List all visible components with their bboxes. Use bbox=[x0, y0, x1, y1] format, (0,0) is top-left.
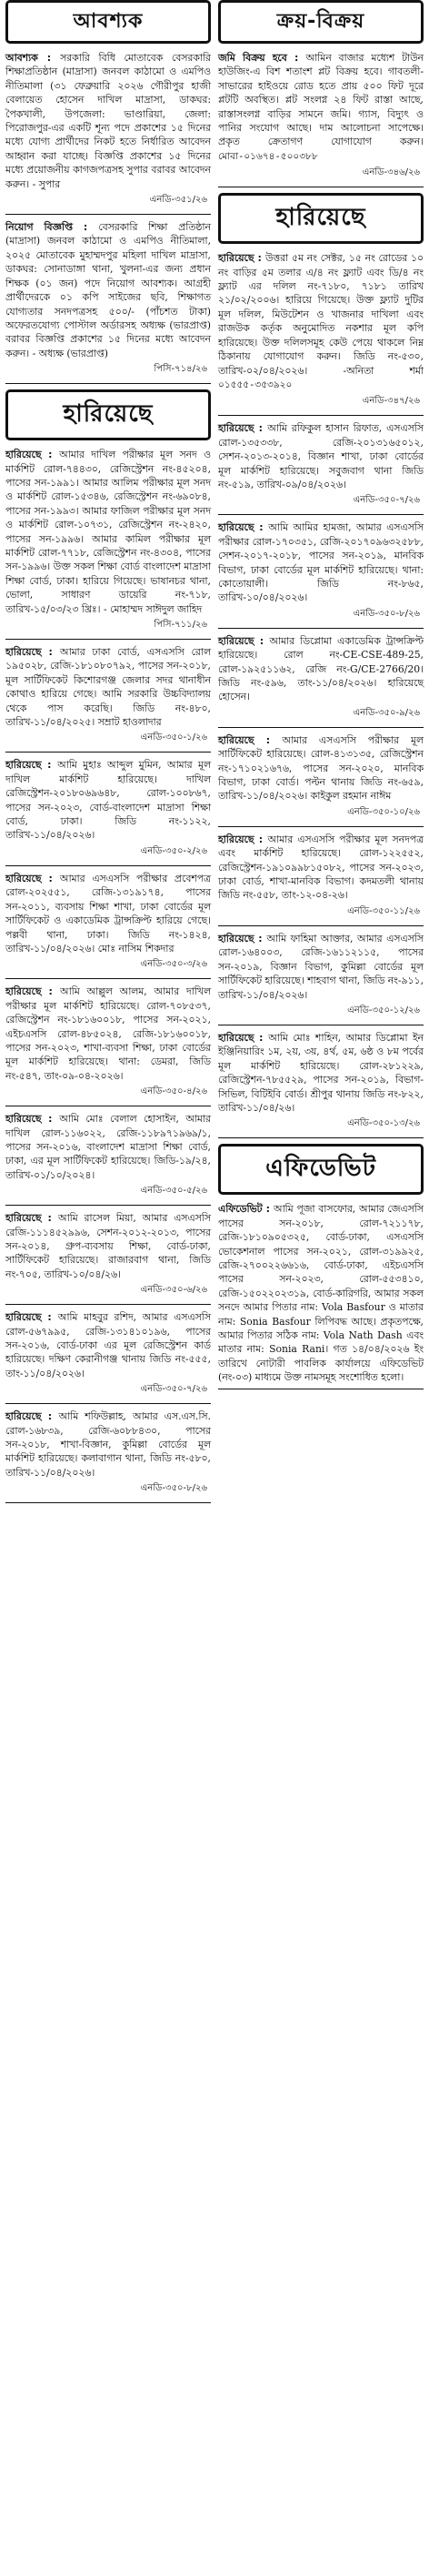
ad-phone: ০১৫৫৫-৩৫৩৯২০ bbox=[218, 379, 293, 390]
ad-body: আমি মাহবুর রশিদ, আমার এসএসসি রোল-৫৬৭৯৯৫, রেজি-১৩১৪১০১৯৬, পাসের সন-২০১৬, বোর্ড-ঢাকা এর মূল রেজিস্ট্রেশন কার্ড হারিয়েছে। দক্ষিণ কেরানীগঞ্জ থানায় জিডি নং-৫৫৫, তাং-১১/০৪/২০২৬। bbox=[5, 1311, 211, 1379]
ad-body: আমি মোঃ শাহিন, আমার ডিপ্লোমা ইন ইঞ্জিনিয়ারিং ১ম, ২য়, ৩য়, ৪র্থ, ৫ম, ৬ষ্ঠ ও ৮ম পর্বের মূল মার্কশিট হারিয়েছে। রোল-২৮১২২৯, রেজিস্ট্রেশন-৭৮৫৫২৯, পাসের সন-২০১৯, বিভাগ-সিভিল, বিটিইবি বোর্ড। শ্রীপুর থানায় জিডি নং-৮২২, তারিখ-১১/০৪/২৬। bbox=[218, 1031, 424, 1114]
classified-ad bbox=[218, 833, 424, 903]
ad-keyword: হারিয়েছে : bbox=[5, 1113, 60, 1126]
ad-code: পিসি-৭১৪/২৬ bbox=[154, 364, 207, 375]
lost-ad bbox=[5, 758, 211, 842]
classified-ad bbox=[218, 733, 424, 803]
ad-body: আমার ঢাকা বোর্ড, এসএসসি রোল ১৯৫০২৮, রেজি-১৮১০৮০৭৯২, পাসের সন-২০১৮, মূল সার্টিফিকেট কিশোরগঞ্জ জেলার সদর থানাধীন কোথাও হারিয়ে গেছে। আমি সরকারি উচ্চবিদ্যালয় থেকে পাস করেছি। জিডি নং-৪৮০, তারিখ-১১/০৪/২০২৫। সম্রাট হাওলাদার bbox=[5, 646, 212, 729]
classified-ad bbox=[218, 634, 424, 704]
ad-divider bbox=[218, 727, 424, 728]
ad-code: এনডি-৩৫০-২/২৬ bbox=[140, 845, 207, 856]
ad-keyword: হারিয়েছে : bbox=[5, 872, 60, 884]
classified-ad bbox=[218, 1031, 424, 1115]
lost-ad bbox=[5, 1112, 211, 1182]
ad-divider bbox=[218, 628, 424, 629]
ad-body: আমি আমির হামজা, আমার এসএসসি পরীক্ষার রোল-১৭০৩৫১, রেজি-২০১৭০৯৬৩২৫৮৮, সেশন-২০১৭-২০১৮, পাসের সন-২০১৯, মানবিক বিভাগ, ঢাকা বোর্ডের মূল মার্কশিট হারিয়েছে। থানা: কোতোয়ালী। জিডি নং-৮৬৫, তারিখ-১০/০৪/২০২৬। bbox=[218, 521, 424, 604]
ad-code: এনডি-৩৫০-১২/২৬ bbox=[347, 1005, 420, 1015]
ad-divider bbox=[5, 865, 211, 866]
ad-code: এনডি-৩৫০-৪/২৬ bbox=[140, 1086, 207, 1097]
classified-ad bbox=[218, 51, 424, 164]
classified-ad bbox=[218, 251, 424, 392]
ad-divider bbox=[218, 925, 424, 926]
ad-keyword: হারিয়েছে : bbox=[5, 449, 60, 461]
ad-keyword: জমি বিক্রয় হবে : bbox=[218, 52, 306, 64]
lost-ad bbox=[5, 1211, 211, 1281]
ad-code: এনডি-৩৫০-১৩/২৬ bbox=[347, 1118, 420, 1129]
ad-code: এনডি-৩৫০-৭/২৬ bbox=[353, 495, 420, 506]
ad-divider bbox=[5, 752, 211, 753]
section-heading-lost-right: হারিয়েছে bbox=[218, 193, 424, 244]
ad-body: আমি মোঃ বেলাল হোসাইন, আমার দাখিল রোল-১১৬০২২, রেজি-১১৮৯৭১৯৬৯/১, পাসের সন-২০১৬, বাংলাদেশ মাদ্রাসা শিক্ষা বোর্ড, ঢাকা, এর মূল সার্টিফিকেট হারিয়েছে। জিডি-১৯/২৪, তারিখ-০১/১০/২০২৪। bbox=[5, 1113, 211, 1181]
classified-ad bbox=[218, 520, 424, 604]
ad-divider bbox=[5, 1304, 211, 1305]
ad-keyword: হারিয়েছে : bbox=[5, 985, 61, 998]
ad-body: আমি রাসেল মিয়া, আমার এসএসসি রেজি-১১১৪৫২৯৯৬, সেশন-২০১২-২০১৩, পাসের সন-২০১৪, গ্রুপ-ব্যবসায় শিক্ষা, বোর্ড-ঢাকা, সার্টিফিকেট হারিয়েছে। রাজারবাগ থানা, জিডি নং-৭০৫, তারিখ-১০/০৪/২৬। bbox=[5, 1212, 212, 1280]
ad-body: উত্তরা ৫ম নং সেক্টর, ১৫ নং রোডের ১০ নং বাড়ির ৫ম তলার এ/৪ নং ফ্ল্যাট এবং ডি/৪ নং ফ্ল্যাট এর দলিল নং-৭১৮০, ৭১৮১ তারিখ ২১/০২/২০০৬। হারিয়ে গিয়েছে। উক্ত ফ্ল্যাট দুটির মূল দলিল, মিউটেশন ও খাজনার দাখিলা এবং রাজউক কর্তৃক অনুমোদিত নকশার মূল কপি হারিয়েছে। উক্ত দলিলসমূহ কেউ পেয়ে থাকলে নিম্ন ঠিকানায় যোগাযোগ করুন। জিডি নং-৫৩০, তারিখ-০২/০৪/২০২৬। -অনিতা শর্মা bbox=[218, 252, 424, 377]
ad-keyword: হারিয়েছে : bbox=[5, 1410, 59, 1423]
ad-divider bbox=[218, 826, 424, 827]
ad-code: এনডি-৩৫১/২৬ bbox=[149, 195, 207, 206]
lost-ad bbox=[5, 448, 211, 616]
ad-keyword: নিয়োগ বিজ্ঞপ্তি : bbox=[5, 221, 99, 234]
ad-divider bbox=[5, 214, 211, 215]
left-column bbox=[5, 0, 211, 1509]
ad-keyword: হারিয়েছে : bbox=[5, 646, 60, 658]
ad-divider bbox=[5, 1403, 211, 1404]
ad-divider bbox=[218, 415, 424, 416]
ad-code: পিসি-৭১১/২৬ bbox=[154, 620, 207, 630]
ad-divider bbox=[218, 1137, 424, 1138]
ad-body: আমার দাখিল পরীক্ষার মূল সনদ ও মার্কশিট রোল-৭৪৪৩০, রেজিস্ট্রেশন নং-৪৫২০৪, পাসের সন-১৯৯১। আমার আলিম পরীক্ষার মূল সনদ ও মার্কশিট রোল-১৫৩৪৬, রেজিস্ট্রেশন নং-৬৯০৮৪, পাসের সন-১৯৯৩। আমার ফাজিল পরীক্ষার মূল সনদ ও মার্কশিট রোল-১০৭৩১, রেজিস্ট্রেশন নং-২৪২০, পাসের সন-১৯৯৬। আমার কামিল পরীক্ষার মূল মার্কশিট রোল-৭৭১৮, রেজিস্ট্রেশন নং-৪৩০৪, পাসের সন-১৯৯৬। উক্ত সকল শিক্ষা বোর্ড বাংলাদেশ মাদ্রাসা শিক্ষা বোর্ড, ঢাকা। হারিয়ে গিয়েছে। ভাষানচর থানা, ভোলা, সাধারণ ডায়েরি নং-৭১৮, তারিখ-১৫/০৩/২৩ খ্রিঃ। - মোহাম্মদ সাঈদুল জাহিদ bbox=[5, 449, 211, 615]
ad-divider bbox=[5, 1205, 211, 1206]
ad-body: আমি ফাহিমা আক্তার, আমার এসএসসি রোল-১৬৪০০৩, রেজি-১৬১১২১১৫, পাসের সন-২০১৯, বিজ্ঞান বিভাগ, কুমিল্লা বোর্ডের মূল সার্টিফিকেট হারিয়েছে। শাহবাগ থানা, জিডি নং-৯১১, তারিখ-১১/০৪/২০২৬। bbox=[218, 932, 424, 1001]
ad-body: আমি পূজা বাসফোর, আমার জেএসসি পাসের সন-২০১৮, রোল-৭২১১৭৮, রেজি-১৮১০৯০৫৩২৫, বোর্ড-ঢাকা, এসএসসি ভোকেশনাল পাসের সন-২০২১, রোল-৩১৯৯২৫, রেজি-২৭০০২২৬৬১৬, বোর্ড-ঢাকা, এইচএসসি পাসের সন-২০২৩, রোল-৫৫৩৪১০, রেজি-১৫০২২০২৩১৯, বোর্ড-কারিগরি, আমার সকল সনদে আমার পিতার নাম: Vola Basfour ও মাতার নাম: Sonia Basfour লিপিবদ্ধ আছে। প্রকৃতপক্ষে, আমার পিতার সঠিক নাম: Vola Nath Dash এবং মাতার নাম: Sonia Rani। গত ১৪/০৪/২০২৬ ইং তারিখে নোটারী পাবলিক কার্যালয়ে এফিডেভিট (নং-০৩) মাধ্যমে উক্ত নামসমূহ সংশোধিত হলো। bbox=[218, 1203, 424, 1384]
ad-keyword: হারিয়েছে : bbox=[218, 521, 269, 534]
section-heading-affidavit: এফিডেভিট bbox=[218, 1144, 424, 1195]
ad-code: এনডি-৩৫০-৬/২৬ bbox=[140, 1285, 207, 1296]
affidavit-ads bbox=[218, 1202, 424, 1389]
ad-keyword: হারিয়েছে : bbox=[218, 634, 270, 647]
ad-divider bbox=[218, 514, 424, 515]
ad-code: এনডি-৩৫০-৩/২৬ bbox=[140, 959, 207, 970]
ad-body: আমি মুহাঃ আব্দুল মুমিন, আমার মূল দাখিল মার্কশিট হারিয়েছে। দাখিল রেজিস্ট্রেশন-২০১৮০৬৯৬৪৮, রোল-১০০৮৬৭, পাসের সন-২০২৩, বোর্ড-বাংলাদেশ মাদ্রাসা শিক্ষা বোর্ড, ঢাকা। জিডি নং-১১২২, তারিখ-১১/০৪/২০২৬। bbox=[5, 759, 211, 842]
ad-body: বেসরকারি শিক্ষা প্রতিষ্ঠান (মাদ্রাসা) জনবল কাঠামো ও এমপিও নীতিমালা, ২০২৫ মোতাবেক মুহাম্মদপুর মহিলা দাখিল মাদ্রাসা, ডাকঘর: সোনাডাঙ্গা থানা, খুলনা-এর জন্য প্রধান শিক্ষক (০১ জন) পদে নিয়োগ আবশ্যক। আগ্রহী প্রার্থীদেরকে ০১ কপি সাইজের ছবি, শিক্ষাগত যোগ্যতার সনদপত্রসহ ৫০০/- (পাঁচশত টাকা) অফেরতযোগ্য পোস্টাল অর্ডারসহ অধ্যক্ষ (ভারপ্রাপ্ত) বরাবর বিজ্ঞপ্তি প্রকাশের ১৫ দিনের মধ্যে আবেদন করুন। - অধ্যক্ষ (ভারপ্রাপ্ত) bbox=[5, 221, 211, 359]
ad-divider bbox=[5, 1502, 211, 1503]
ad-keyword: হারিয়েছে : bbox=[5, 1311, 58, 1324]
lost-ads-right bbox=[218, 251, 424, 1138]
ad-body: আমার এসএসসি পরীক্ষার মূল সনদপত্র এবং মার্কশিট হারিয়েছে। রোল-১২২৫৫২, রেজিস্ট্রেশন-১৯১০৯৯৮১৫০৮২, পাসের সন-২০২৩, ঢাকা বোর্ড, শাখা-মানবিক বিভাগ। কদমতলী থানায় জিডি নং-৫৫৮, তাং-১২-০৪-২৬। bbox=[218, 833, 424, 902]
needed-ads bbox=[5, 51, 211, 384]
ad-keyword: হারিয়েছে : bbox=[218, 1031, 269, 1044]
lost-ad bbox=[5, 872, 211, 955]
classified-ad bbox=[218, 1202, 424, 1384]
ad-code: এনডি-৩৪৬/২৬ bbox=[362, 167, 420, 178]
classified-ad bbox=[5, 220, 211, 360]
right-column bbox=[218, 0, 424, 1395]
section-heading-needed: আবশ্যক bbox=[5, 0, 211, 44]
ad-keyword: আবশ্যক : bbox=[5, 52, 61, 64]
ad-phone: মোবা-০১৬৭৪-৫০০৩৮৮ bbox=[218, 150, 318, 162]
ad-keyword: হারিয়েছে : bbox=[218, 422, 268, 435]
ad-body: আমি শফিউল্লাহ, আমার এস.এস.সি. রোল-১৬৮৩৯, রেজি-৬০৮৮৪৩০, পাসের সন-২০১৮, শাখা-বিজ্ঞান, কুমিল্লা বোর্ডের মূল মার্কশিট হারিয়েছে। কলাবাগান থানা, জিডি নং-৫৮০, তারিখ-১১/০৪/২০২৬। bbox=[5, 1410, 211, 1479]
lost-ad bbox=[5, 985, 211, 1083]
ad-keyword: হারিয়েছে : bbox=[218, 733, 283, 746]
lost-ad bbox=[5, 645, 211, 729]
ad-keyword: হারিয়েছে : bbox=[218, 833, 268, 845]
ad-divider bbox=[5, 383, 211, 384]
classified-ad bbox=[218, 932, 424, 1002]
ad-code: এনডি-৩৫০-৭/২৬ bbox=[140, 1384, 207, 1395]
ad-body: আমার এসএসসি পরীক্ষার প্রবেশপত্র রোল-২০২৫৫১, রেজি-১৩১৯১৭৪, পাসের সন-২০১১, ব্যবসায় শিক্ষা শাখা, ঢাকা বোর্ডের মূল সার্টিফিকেট ও একাডেমিক ট্রান্সক্রিপ্ট হারিয়ে গেছে। পল্লবী থানা, ঢাকা। জিডি নং-১৪২৪, তারিখ-১১/০৪/২০২৬। মোঃ নাসিম শিকদার bbox=[5, 872, 211, 955]
ad-code: এনডি-৩৫০-৫/২৬ bbox=[140, 1186, 207, 1197]
ad-body: আমিন বাজার মধ্যেশ টাউন হাউজিং-এ বিশ শতাংশ প্লট বিক্রয় হবে। গাবতলী-সাভারের হাইওয়ে রোড হতে প্রায় ৫০০ ফিট দূরে প্লটটি অবস্থিত। প্লট সংলগ্ন ২৪ ফিট রাস্তা আছে, রাস্তাসংলগ্ন বাড়ির সামনে জমি। গ্যাস, বিদ্যুৎ ও পানির সংযোগ আছে। দাম আলোচনা সাপেক্ষে। প্রকৃত ক্রেতাগণ যোগাযোগ করুন। bbox=[218, 52, 424, 148]
buy-sell-ads bbox=[218, 51, 424, 187]
classified-ad bbox=[218, 421, 424, 491]
ad-code: এনডি-৩৫০-৮/২৬ bbox=[353, 608, 420, 619]
ad-keyword: হারিয়েছে : bbox=[5, 1212, 58, 1225]
ad-body: আমার ডিপ্লোমা একাডেমিক ট্রান্সক্রিপ্ট হারিয়েছে। রোল নং-CE-CSE-489-25, রোল-১৯২৫১১৬২, রেজি নং-G/CE-2766/20। জিডি নং-৫৯৬, তাং-১১/০৪/২০২৬। হারিয়েছে হোসেন। bbox=[218, 634, 424, 703]
ad-code: এনডি-৩৫০-১০/২৬ bbox=[347, 806, 420, 817]
lost-ad bbox=[5, 1310, 211, 1380]
ad-divider bbox=[5, 639, 211, 640]
section-heading-buy-sell: ক্রয়-বিক্রয় bbox=[218, 0, 424, 44]
ad-body: আমার এসএসসি পরীক্ষার মূল সার্টিফিকেট হারিয়েছে। রোল-৪১৩১৩৫, রেজিস্ট্রেশন নং-১৭১০২১৬৭৬, পাসের সন-২০২০, মানবিক বিভাগ, ঢাকা বোর্ড। পল্টন থানায় জিডি নং-৬৫৯, তারিখ-১১/০৪/২০২৬। কাইকুল রহমান নাঈম bbox=[218, 733, 424, 803]
ad-code: এনডি-৩৫০-৯/২৬ bbox=[353, 707, 420, 718]
ad-code: এনডি-৩৫০-১১/২৬ bbox=[347, 905, 420, 916]
classified-ad bbox=[5, 51, 211, 191]
lost-ad bbox=[5, 1409, 211, 1480]
ad-code: এনডি-৩৫০-৮/২৬ bbox=[140, 1483, 207, 1494]
ad-body: আমি আল্লুল আলম, আমার দাখিল পরীক্ষার মূল মার্কশিট হারিয়েছে। রোল-৭০৮৫৩৭, রেজিস্ট্রেশন নং-১৮১৬০০১৮, পাসের সন-২০২১, এইচএসসি রোল-৪৮৫০২৪, রেজি-১৮১৬০০১৮, পাসের সন-২০২৩, শাখা-ব্যবসা শিক্ষা, ঢাকা বোর্ডের মূল মার্কশিট হারিয়েছে। থানা: ডেমরা, জিডি নং-৫৪৭, তাং-০৯-০৪-২০২৬। bbox=[5, 985, 212, 1082]
lost-ads-left bbox=[5, 448, 211, 1503]
ad-body: আমি রফিকুল হাসান রিফাত, এসএসসি রোল-১৩৫৩৩৮, রেজি-২০১৩১৬৫০১২, সেশন-২০১৩-২০১৪, বিজ্ঞান শাখা, ঢাকা বোর্ডের মূল মার্কশিট হারিয়েছে। সবুজবাগ থানা জিডি নং-৫১৯, তারিখ-০৯/০৪/২০২৬। bbox=[218, 422, 424, 490]
ad-divider bbox=[5, 978, 211, 979]
ad-keyword: হারিয়েছে : bbox=[218, 252, 265, 265]
ad-keyword: হারিয়েছে : bbox=[5, 759, 58, 772]
ad-code: এনডি-৩৫০-১/২৬ bbox=[140, 732, 207, 743]
section-heading-lost-left: হারিয়েছে bbox=[5, 389, 211, 440]
ad-body: সরকারি বিধি মোতাবেক বেসরকারি শিক্ষাপ্রতিষ্ঠান (মাদ্রাসা) জনবল কাঠামো ও এমপিও নীতিমালা (৩১ ফেব্রুয়ারি ২০২৬ গৌরীপুর হাজী বেলায়েত হোসেন দাখিল মাদ্রাসা, ডাকঘর: পৈকখালী, উপজেলা: ভাণ্ডারিয়া, জেলা: পিরোজপুর-এর একটি শূন্য পদে প্রকাশের ১৫ দিনের মধ্যে যোগ্য প্রার্থীদের নিকট হতে নির্ধারিত আবেদন আহ্বান করা যাচ্ছে। বিজ্ঞপ্তি প্রকাশের ১৫ দিনের মধ্যে প্রয়োজনীয় কাগজপত্রসহ সুপার বরাবর আবেদন করুন। - সুপার bbox=[5, 52, 212, 190]
ad-code: এনডি-৩৪৭/২৬ bbox=[362, 396, 420, 407]
ad-keyword: হারিয়েছে : bbox=[218, 932, 267, 945]
ad-keyword: এফিডেভিট : bbox=[218, 1203, 274, 1216]
